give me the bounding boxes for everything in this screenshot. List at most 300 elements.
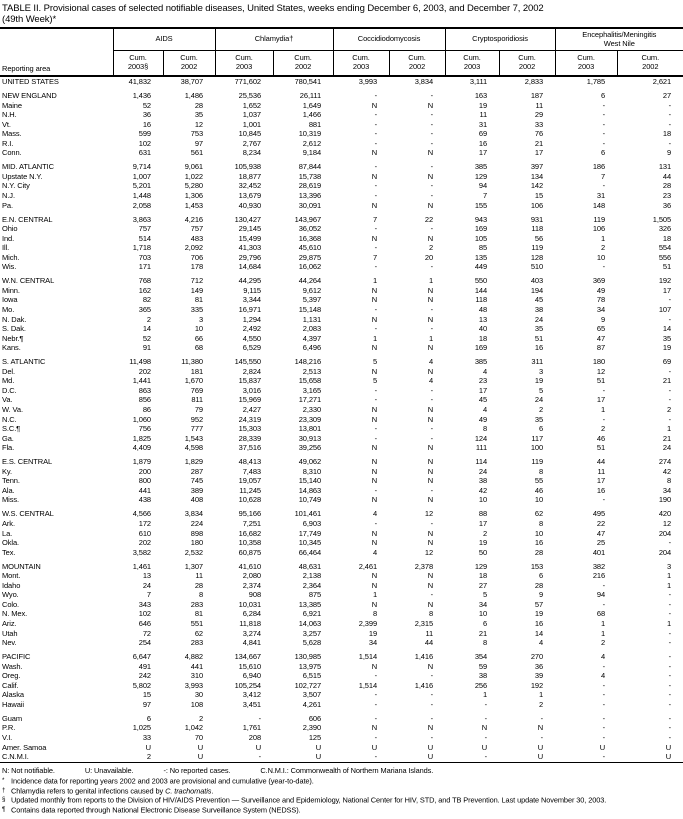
cell-coccidiodomycosis-cum-2002: N: [427, 285, 434, 295]
cell-aids-cum-2003: 2,058: [132, 200, 151, 210]
cell-cryptosporidiosis-cum-2003: 8: [482, 638, 488, 648]
table-row: [0, 201, 683, 211]
cell-chlamydia-cum-2002: 9,184: [302, 148, 322, 158]
cell-chlamydia-cum-2003: 145,550: [234, 357, 262, 367]
cell-cryptosporidiosis-cum-2003: -: [484, 713, 488, 723]
cell-west-nile-cum-2002: 36: [662, 200, 672, 210]
cell-cryptosporidiosis-cum-2003: 169: [474, 224, 488, 234]
cell-chlamydia-cum-2002: 3,165: [302, 385, 322, 395]
row-area: Fla.: [2, 443, 15, 453]
cell-aids-cum-2003: 33: [142, 733, 151, 742]
table-row: [0, 700, 683, 710]
cell-aids-cum-2002: 4,598: [184, 443, 204, 453]
cell-cryptosporidiosis-cum-2002: 931: [530, 214, 544, 224]
cell-aids-cum-2003: 16: [142, 119, 151, 129]
cell-coccidiodomycosis-cum-2003: N: [371, 233, 378, 243]
cell-aids-cum-2002: 287: [190, 466, 204, 476]
cell-aids-cum-2002: 28: [194, 580, 204, 590]
cell-chlamydia-cum-2003: 1,001: [242, 119, 262, 129]
cell-chlamydia-cum-2002: 10,345: [298, 538, 322, 548]
cell-chlamydia-cum-2003: 2,427: [242, 405, 262, 414]
cell-coccidiodomycosis-cum-2002: -: [430, 590, 434, 600]
cell-west-nile-cum-2002: -: [668, 638, 672, 648]
cell-coccidiodomycosis-cum-2002: N: [427, 538, 434, 548]
cell-chlamydia-cum-2003: 3,016: [242, 385, 262, 395]
cell-west-nile-cum-2003: 1,785: [586, 77, 606, 86]
cell-coccidiodomycosis-cum-2002: N: [427, 580, 434, 590]
cell-west-nile-cum-2003: -: [602, 661, 606, 671]
cell-aids-cum-2002: 898: [190, 528, 204, 538]
cell-aids-cum-2003: 599: [138, 129, 151, 139]
cell-west-nile-cum-2003: 49: [596, 285, 606, 295]
row-area: P.R.: [2, 723, 16, 733]
cell-aids-cum-2002: 81: [194, 609, 204, 619]
cell-west-nile-cum-2002: -: [668, 661, 672, 671]
table-row: [0, 253, 683, 263]
table-row: [0, 529, 683, 539]
cell-chlamydia-cum-2003: 15,303: [238, 424, 262, 434]
cell-chlamydia-cum-2002: 15,140: [298, 476, 322, 486]
cell-aids-cum-2002: 441: [190, 661, 204, 671]
cell-cryptosporidiosis-cum-2002: 15: [534, 191, 544, 201]
cell-aids-cum-2002: 1,306: [184, 191, 204, 201]
cell-cryptosporidiosis-cum-2003: 31: [478, 119, 488, 129]
cell-aids-cum-2003: 5,802: [132, 680, 151, 690]
cell-cryptosporidiosis-cum-2003: 129: [474, 171, 488, 181]
table-row: [0, 181, 683, 191]
cell-west-nile-cum-2003: -: [602, 580, 606, 590]
cell-coccidiodomycosis-cum-2003: 2,461: [358, 561, 378, 571]
table-row: [0, 723, 683, 733]
cell-aids-cum-2003: 242: [138, 671, 151, 681]
cell-west-nile-cum-2003: 34: [596, 305, 606, 315]
table-section: [0, 158, 683, 210]
cell-aids-cum-2003: 756: [138, 424, 151, 434]
cell-chlamydia-cum-2002: 2,083: [302, 324, 322, 334]
cell-coccidiodomycosis-cum-2002: 1: [428, 333, 434, 343]
cell-coccidiodomycosis-cum-2003: 4: [372, 509, 378, 519]
cell-chlamydia-cum-2002: 101,461: [294, 509, 322, 519]
cell-aids-cum-2002: 777: [190, 424, 204, 434]
cell-chlamydia-cum-2003: 1,761: [242, 723, 262, 733]
row-area: Maine: [2, 100, 22, 110]
cell-aids-cum-2002: 66: [194, 333, 204, 343]
column-header-aids-cum-2003: Cum. 2003§: [113, 51, 163, 77]
table-section: [0, 76, 683, 87]
cell-aids-cum-2002: 753: [190, 129, 204, 139]
cell-west-nile-cum-2002: 51: [662, 262, 672, 272]
cell-west-nile-cum-2003: 47: [596, 528, 606, 538]
cell-west-nile-cum-2003: 2: [600, 424, 606, 434]
cell-cryptosporidiosis-cum-2002: 24: [534, 314, 544, 324]
cell-west-nile-cum-2003: 25: [596, 538, 606, 548]
table-row: [0, 434, 683, 444]
cell-coccidiodomycosis-cum-2003: N: [371, 599, 378, 609]
cell-cryptosporidiosis-cum-2002: 35: [534, 414, 544, 424]
cell-cryptosporidiosis-cum-2002: 4: [538, 638, 544, 648]
cell-coccidiodomycosis-cum-2002: N: [427, 723, 434, 733]
cell-west-nile-cum-2002: -: [668, 671, 672, 681]
table-row: [0, 652, 683, 662]
cell-coccidiodomycosis-cum-2003: 5: [372, 357, 378, 367]
cell-cryptosporidiosis-cum-2002: 2: [538, 699, 544, 709]
cell-coccidiodomycosis-cum-2003: 1,514: [358, 680, 378, 690]
cell-cryptosporidiosis-cum-2002: 142: [530, 181, 544, 191]
cell-aids-cum-2003: 800: [138, 476, 151, 486]
table-row: [0, 538, 683, 548]
cell-cryptosporidiosis-cum-2002: 19: [534, 376, 544, 386]
cell-cryptosporidiosis-cum-2003: 10: [478, 495, 488, 505]
cell-cryptosporidiosis-cum-2002: 10: [534, 528, 544, 538]
table-row: [0, 376, 683, 386]
cell-coccidiodomycosis-cum-2002: N: [427, 571, 434, 581]
cell-coccidiodomycosis-cum-2003: N: [371, 495, 378, 505]
legend-not-notifiable: N: Not notifiable.: [2, 765, 55, 775]
cell-coccidiodomycosis-cum-2003: -: [374, 138, 378, 148]
cell-chlamydia-cum-2003: 41,610: [238, 561, 262, 571]
cell-aids-cum-2003: 1,718: [132, 243, 151, 253]
cell-aids-cum-2003: 856: [138, 395, 151, 405]
cell-chlamydia-cum-2002: 6,903: [302, 519, 322, 529]
cell-west-nile-cum-2003: 401: [592, 547, 606, 557]
cell-cryptosporidiosis-cum-2003: 85: [478, 243, 488, 253]
column-header-coccidiodomycosis-cum-2003: Cum. 2003: [333, 51, 389, 77]
cell-aids-cum-2002: 483: [190, 233, 204, 243]
cell-west-nile-cum-2003: 87: [596, 343, 606, 353]
cell-aids-cum-2003: 6: [146, 713, 151, 723]
table-row: [0, 110, 683, 120]
cell-chlamydia-cum-2003: 18,877: [238, 171, 262, 181]
cell-cryptosporidiosis-cum-2002: 117: [531, 433, 544, 443]
cell-cryptosporidiosis-cum-2002: 8: [538, 466, 544, 476]
cell-chlamydia-cum-2003: 15,499: [238, 233, 262, 243]
table-row: [0, 600, 683, 610]
cell-coccidiodomycosis-cum-2002: U: [427, 742, 434, 752]
cell-cryptosporidiosis-cum-2003: 169: [474, 343, 488, 353]
cell-west-nile-cum-2002: 204: [658, 547, 672, 557]
cell-west-nile-cum-2002: 2,621: [652, 77, 672, 86]
cell-aids-cum-2003: 91: [142, 343, 151, 353]
cell-coccidiodomycosis-cum-2002: -: [430, 671, 434, 681]
cell-chlamydia-cum-2003: 16,682: [238, 528, 262, 538]
cell-west-nile-cum-2003: 22: [596, 519, 606, 529]
cell-coccidiodomycosis-cum-2002: -: [430, 699, 434, 709]
cell-west-nile-cum-2002: 326: [658, 224, 672, 234]
cell-chlamydia-cum-2002: 148,216: [294, 357, 322, 367]
cell-west-nile-cum-2003: 31: [596, 191, 606, 201]
row-area: N.C.: [2, 414, 17, 424]
cell-cryptosporidiosis-cum-2003: 59: [478, 661, 488, 671]
cell-cryptosporidiosis-cum-2003: 17: [478, 148, 488, 158]
table-title-line1: TABLE II. Provisional cases of selected notifiable diseases, United States, weeks ending December 6, 2003, and December 7, 2002: [2, 3, 544, 14]
cell-aids-cum-2003: 1,436: [132, 91, 151, 101]
cell-west-nile-cum-2003: 4: [600, 652, 606, 662]
cell-west-nile-cum-2002: 28: [662, 181, 672, 191]
cell-chlamydia-cum-2003: 3,412: [242, 690, 262, 700]
cell-aids-cum-2003: 162: [138, 285, 151, 295]
cell-aids-cum-2003: 1,441: [132, 376, 151, 386]
cell-aids-cum-2002: 3,993: [184, 680, 204, 690]
cell-west-nile-cum-2003: 148: [592, 200, 606, 210]
cell-coccidiodomycosis-cum-2003: 8: [372, 609, 378, 619]
cell-coccidiodomycosis-cum-2003: N: [371, 466, 378, 476]
cell-coccidiodomycosis-cum-2002: N: [427, 295, 434, 305]
cell-cryptosporidiosis-cum-2003: 5: [482, 590, 488, 600]
cell-west-nile-cum-2003: 180: [592, 357, 606, 367]
cell-coccidiodomycosis-cum-2002: 12: [424, 547, 434, 557]
cell-aids-cum-2003: 2: [146, 314, 151, 324]
cell-coccidiodomycosis-cum-2003: -: [374, 752, 378, 762]
cell-chlamydia-cum-2002: 875: [308, 590, 322, 600]
cell-coccidiodomycosis-cum-2003: N: [371, 285, 378, 295]
table-section: [0, 87, 683, 158]
table-row: [0, 495, 683, 505]
table-row: [0, 243, 683, 253]
cell-chlamydia-cum-2002: 39,256: [298, 443, 322, 453]
cell-coccidiodomycosis-cum-2002: N: [427, 443, 434, 453]
cell-west-nile-cum-2003: 2: [600, 243, 606, 253]
table-section: [0, 557, 683, 647]
cell-chlamydia-cum-2002: 1,649: [302, 100, 322, 110]
cell-cryptosporidiosis-cum-2003: 155: [474, 200, 488, 210]
cell-coccidiodomycosis-cum-2002: 2,315: [414, 618, 434, 628]
cell-west-nile-cum-2002: 2: [666, 405, 672, 414]
cell-cryptosporidiosis-cum-2003: 40: [478, 324, 488, 334]
cell-west-nile-cum-2003: U: [599, 742, 606, 752]
cell-west-nile-cum-2002: 3: [666, 561, 672, 571]
cell-coccidiodomycosis-cum-2003: U: [371, 742, 378, 752]
cell-chlamydia-cum-2003: 15,837: [238, 376, 262, 386]
table-row: [0, 424, 683, 434]
cell-chlamydia-cum-2003: 48,413: [238, 457, 262, 467]
cell-aids-cum-2003: 491: [138, 661, 151, 671]
cell-cryptosporidiosis-cum-2002: 6: [538, 424, 544, 434]
cell-cryptosporidiosis-cum-2003: 48: [478, 305, 488, 315]
row-area: Iowa: [2, 295, 18, 305]
cell-cryptosporidiosis-cum-2002: 3: [538, 366, 544, 376]
cell-coccidiodomycosis-cum-2002: -: [430, 138, 434, 148]
cell-chlamydia-cum-2002: 2,513: [302, 366, 322, 376]
cell-chlamydia-cum-2002: 780,541: [294, 77, 322, 86]
reporting-area-header: Reporting area: [2, 63, 51, 73]
cell-chlamydia-cum-2003: 208: [248, 733, 262, 742]
cell-coccidiodomycosis-cum-2003: -: [374, 699, 378, 709]
cell-coccidiodomycosis-cum-2003: 19: [368, 628, 378, 638]
table-section: [0, 210, 683, 272]
cell-west-nile-cum-2003: -: [602, 699, 606, 709]
cell-cryptosporidiosis-cum-2003: 1: [482, 690, 488, 700]
cell-cryptosporidiosis-cum-2003: 6: [482, 618, 488, 628]
cell-cryptosporidiosis-cum-2002: N: [537, 723, 544, 733]
row-area: R.I.: [2, 138, 14, 148]
table-row: [0, 671, 683, 681]
cell-west-nile-cum-2002: 21: [662, 433, 672, 443]
footnote-text: Updated monthly from reports to the Division of HIV/AIDS Prevention — Surveillance and Epidemiology, National Center for HIV, STD, and TB Prevention. Last update November 30, 2003.: [11, 795, 607, 805]
cell-west-nile-cum-2003: 78: [596, 295, 606, 305]
column-header-west-nile-cum-2003: Cum. 2003: [555, 51, 617, 77]
table-row: [0, 571, 683, 581]
table-row: [0, 324, 683, 334]
table-row: [0, 395, 683, 405]
cell-aids-cum-2003: 7: [146, 590, 151, 600]
table-row: [0, 234, 683, 244]
cell-cryptosporidiosis-cum-2002: 510: [530, 262, 544, 272]
footnote-text: Chlamydia refers to genital infections caused by: [11, 786, 166, 796]
cell-west-nile-cum-2003: -: [602, 690, 606, 700]
cell-aids-cum-2002: 310: [190, 671, 204, 681]
cell-coccidiodomycosis-cum-2002: N: [427, 599, 434, 609]
cell-aids-cum-2003: 9,714: [132, 162, 151, 172]
cell-aids-cum-2002: 1,670: [184, 376, 204, 386]
cell-coccidiodomycosis-cum-2002: N: [427, 343, 434, 353]
cell-west-nile-cum-2002: -: [668, 680, 672, 690]
cell-chlamydia-cum-2002: 13,975: [298, 661, 322, 671]
cell-chlamydia-cum-2002: 49,062: [298, 457, 322, 467]
cell-chlamydia-cum-2002: 143,967: [294, 214, 322, 224]
cell-aids-cum-2003: 200: [138, 466, 151, 476]
cell-chlamydia-cum-2003: 105,254: [234, 680, 262, 690]
table-row: [0, 681, 683, 691]
table-section: [0, 648, 683, 710]
cell-west-nile-cum-2002: -: [668, 713, 672, 723]
table-row: [0, 262, 683, 272]
cell-chlamydia-cum-2002: 3,257: [302, 628, 322, 638]
cell-chlamydia-cum-2002: 26,111: [299, 91, 322, 101]
cell-cryptosporidiosis-cum-2003: 19: [478, 538, 488, 548]
cell-coccidiodomycosis-cum-2002: -: [430, 91, 434, 101]
cell-chlamydia-cum-2002: 15,658: [298, 376, 322, 386]
cell-west-nile-cum-2002: 12: [662, 519, 672, 529]
cell-coccidiodomycosis-cum-2002: N: [427, 200, 434, 210]
cell-aids-cum-2002: 1,042: [184, 723, 204, 733]
cell-cryptosporidiosis-cum-2003: 105: [474, 233, 488, 243]
cell-coccidiodomycosis-cum-2003: N: [371, 148, 378, 158]
cell-aids-cum-2003: 441: [138, 485, 151, 495]
cell-aids-cum-2003: 646: [138, 618, 151, 628]
cell-aids-cum-2002: 8: [198, 590, 204, 600]
cell-chlamydia-cum-2003: 3,344: [242, 295, 262, 305]
cell-chlamydia-cum-2003: 10,845: [238, 129, 262, 139]
cell-cryptosporidiosis-cum-2002: 55: [534, 476, 544, 486]
cell-west-nile-cum-2003: 369: [592, 276, 606, 286]
cell-aids-cum-2003: 631: [138, 148, 151, 158]
cell-coccidiodomycosis-cum-2003: -: [374, 424, 378, 434]
cell-aids-cum-2003: 6,647: [132, 652, 151, 662]
cell-cryptosporidiosis-cum-2003: 11: [479, 110, 488, 120]
cell-west-nile-cum-2003: 11: [597, 466, 606, 476]
cell-chlamydia-cum-2002: 5,397: [302, 295, 322, 305]
cell-aids-cum-2002: 79: [194, 405, 204, 414]
cell-west-nile-cum-2002: -: [668, 609, 672, 619]
cell-west-nile-cum-2003: 119: [593, 214, 606, 224]
cell-aids-cum-2002: 28: [194, 100, 204, 110]
cell-aids-cum-2003: 3,863: [132, 214, 151, 224]
cell-west-nile-cum-2002: 23: [662, 191, 672, 201]
cell-west-nile-cum-2002: 9: [666, 148, 672, 158]
row-area: W. Va.: [2, 405, 23, 414]
cell-coccidiodomycosis-cum-2002: 2: [428, 243, 434, 253]
row-area: MID. ATLANTIC: [2, 162, 54, 172]
cell-coccidiodomycosis-cum-2002: 1,416: [414, 652, 434, 662]
cell-chlamydia-cum-2003: 29,145: [238, 224, 262, 234]
cell-coccidiodomycosis-cum-2002: N: [427, 171, 434, 181]
cell-chlamydia-cum-2002: 6,496: [302, 343, 322, 353]
cell-cryptosporidiosis-cum-2002: U: [537, 742, 544, 752]
row-area: Tenn.: [2, 476, 20, 486]
cell-cryptosporidiosis-cum-2003: 2: [482, 528, 488, 538]
cell-aids-cum-2002: 952: [190, 414, 204, 424]
cell-aids-cum-2002: 108: [190, 699, 204, 709]
cell-cryptosporidiosis-cum-2003: 69: [478, 129, 488, 139]
cell-aids-cum-2003: 610: [138, 528, 151, 538]
table-section: [0, 272, 683, 353]
cell-coccidiodomycosis-cum-2002: N: [427, 466, 434, 476]
cell-cryptosporidiosis-cum-2003: -: [484, 699, 488, 709]
table-row: [0, 662, 683, 672]
cell-west-nile-cum-2002: 18: [662, 233, 672, 243]
cell-cryptosporidiosis-cum-2003: 4: [482, 405, 488, 414]
table-row: [0, 743, 683, 753]
row-area: Miss.: [2, 495, 19, 505]
cell-aids-cum-2002: 62: [194, 628, 204, 638]
cell-west-nile-cum-2002: -: [668, 538, 672, 548]
cell-aids-cum-2003: 14: [142, 324, 151, 334]
cell-chlamydia-cum-2002: 15,738: [298, 171, 322, 181]
cell-west-nile-cum-2002: -: [668, 628, 672, 638]
cell-west-nile-cum-2002: 204: [658, 528, 672, 538]
cell-west-nile-cum-2002: 1: [666, 571, 672, 581]
table-row: [0, 162, 683, 172]
cell-coccidiodomycosis-cum-2003: N: [371, 314, 378, 324]
column-header-coccidiodomycosis-cum-2002: Cum. 2002: [389, 51, 445, 77]
cell-coccidiodomycosis-cum-2002: -: [430, 324, 434, 334]
cell-west-nile-cum-2002: 420: [658, 509, 672, 519]
table-row: [0, 148, 683, 158]
row-area: UNITED STATES: [2, 77, 59, 86]
cell-aids-cum-2002: 2: [198, 713, 204, 723]
cell-coccidiodomycosis-cum-2003: -: [374, 733, 378, 742]
cell-aids-cum-2002: 1,022: [184, 171, 204, 181]
cell-aids-cum-2003: 343: [138, 599, 151, 609]
cell-chlamydia-cum-2003: 7,251: [242, 519, 262, 529]
cell-chlamydia-cum-2002: 10,749: [298, 495, 322, 505]
cell-chlamydia-cum-2002: 2,390: [302, 723, 322, 733]
cell-chlamydia-cum-2002: 13,385: [298, 599, 322, 609]
cell-cryptosporidiosis-cum-2003: 38: [478, 671, 488, 681]
cell-coccidiodomycosis-cum-2003: -: [374, 243, 378, 253]
cell-coccidiodomycosis-cum-2003: -: [374, 395, 378, 405]
table-section: [0, 709, 683, 762]
cell-coccidiodomycosis-cum-2003: 1: [372, 590, 378, 600]
cell-cryptosporidiosis-cum-2002: 6: [538, 571, 544, 581]
cell-aids-cum-2002: 1,829: [184, 457, 204, 467]
cell-west-nile-cum-2003: -: [602, 129, 606, 139]
cell-chlamydia-cum-2003: 6,529: [242, 343, 262, 353]
cell-coccidiodomycosis-cum-2002: 22: [424, 214, 434, 224]
cell-coccidiodomycosis-cum-2003: N: [371, 366, 378, 376]
cell-chlamydia-cum-2002: 48,631: [298, 561, 322, 571]
cell-west-nile-cum-2003: 186: [592, 162, 606, 172]
cell-chlamydia-cum-2003: 1,652: [242, 100, 262, 110]
cell-cryptosporidiosis-cum-2002: 76: [534, 129, 544, 139]
cell-cryptosporidiosis-cum-2003: 17: [478, 519, 488, 529]
cell-aids-cum-2003: U: [145, 742, 151, 752]
table-row: [0, 476, 683, 486]
cell-coccidiodomycosis-cum-2002: 44: [424, 638, 434, 648]
cell-aids-cum-2003: 13: [142, 571, 151, 581]
cell-aids-cum-2003: 757: [138, 224, 151, 234]
cell-chlamydia-cum-2002: 28,619: [298, 181, 322, 191]
